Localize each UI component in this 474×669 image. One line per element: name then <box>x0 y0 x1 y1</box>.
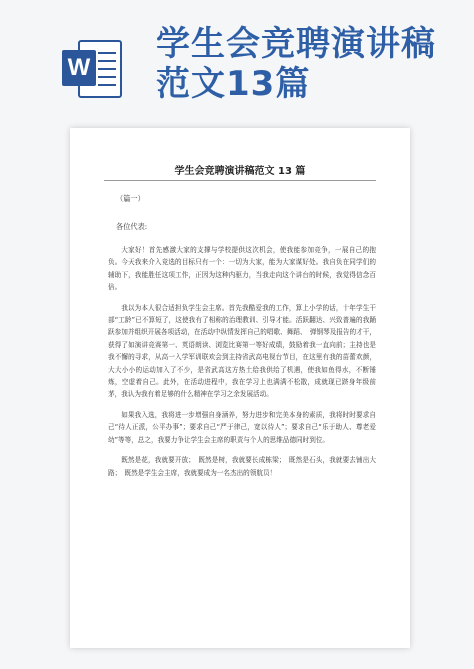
banner-title: 学生会竞聘演讲稿范文13篇 <box>156 24 436 104</box>
document-page <box>70 128 410 648</box>
greeting: 各位代表: <box>116 222 148 231</box>
title-rule <box>104 180 376 181</box>
paragraph: 既然是花，我就要开放； 既然是树，我就要长成栋梁； 既然是石头，我就要去铺出大路； 既然是学生会主席，我就要成为一名杰出的领航员！ <box>108 456 376 477</box>
word-badge: W <box>62 50 96 86</box>
banner <box>0 0 474 118</box>
word-icon <box>62 36 124 102</box>
paragraph: 如果我入选，我将进一步增强自身涵养，努力进步和完美本身的素质，我将时时要求自己“待人正派，公平办事”；要求自己“严于律己，宽以待人”；要求自己“乐于助人、尊老爱幼”等等，总之，我要力争让学生会主席的职责与个人的思维品德同时到位。 <box>108 410 376 444</box>
paragraph: 我以为本人很合适担负学生会主席。首先我酷爱我的工作，算上小学的话，十年学生干部“工龄”已不算短了，这使我有了相称的治理教训、引导才能。活跃翻达、兴致普遍的我踊跃参加并组织开展各项活动，在活动中纵情发挥自己的唱歌、舞蹈、 弹钢琴及报告的才干，获得了如演讲竞赛第一、英语朗读、浏览比赛第一等好成绩，鼓励着我一直向前；主持也是我不懈的寻求，从高一入学军训联欢会到主持省武高电视台节目，在这里有我的苗蕾欢颜，大大小小的运动加入了不少，是省武高这方热土给我供给了机遇，使我如鱼得水，不断锤炼，空虚着自己。此外，在活动进程中，我在学习上也满满不松散，成就现已跻身年级前茅，我认为我有着足够的什么精神在学习之余发展活动。 <box>108 303 376 399</box>
paragraph: 大家好！首先感激大家的支撑与学校提供这次机会，使我能参加竞争，一展自己的抱负。今天我来介入竞选的目标只有一个：一切为大家，能为大家谋好处。我自负在同学们的辅助下，我能胜任这项工作，正因为这种内驱力，当我走向这个讲台的时候，我觉得信念百倍。 <box>108 246 376 292</box>
document-body <box>108 244 376 487</box>
document-title: 学生会竞聘演讲稿范文 13 篇 <box>174 166 306 177</box>
section-label: （篇一） <box>116 194 145 203</box>
